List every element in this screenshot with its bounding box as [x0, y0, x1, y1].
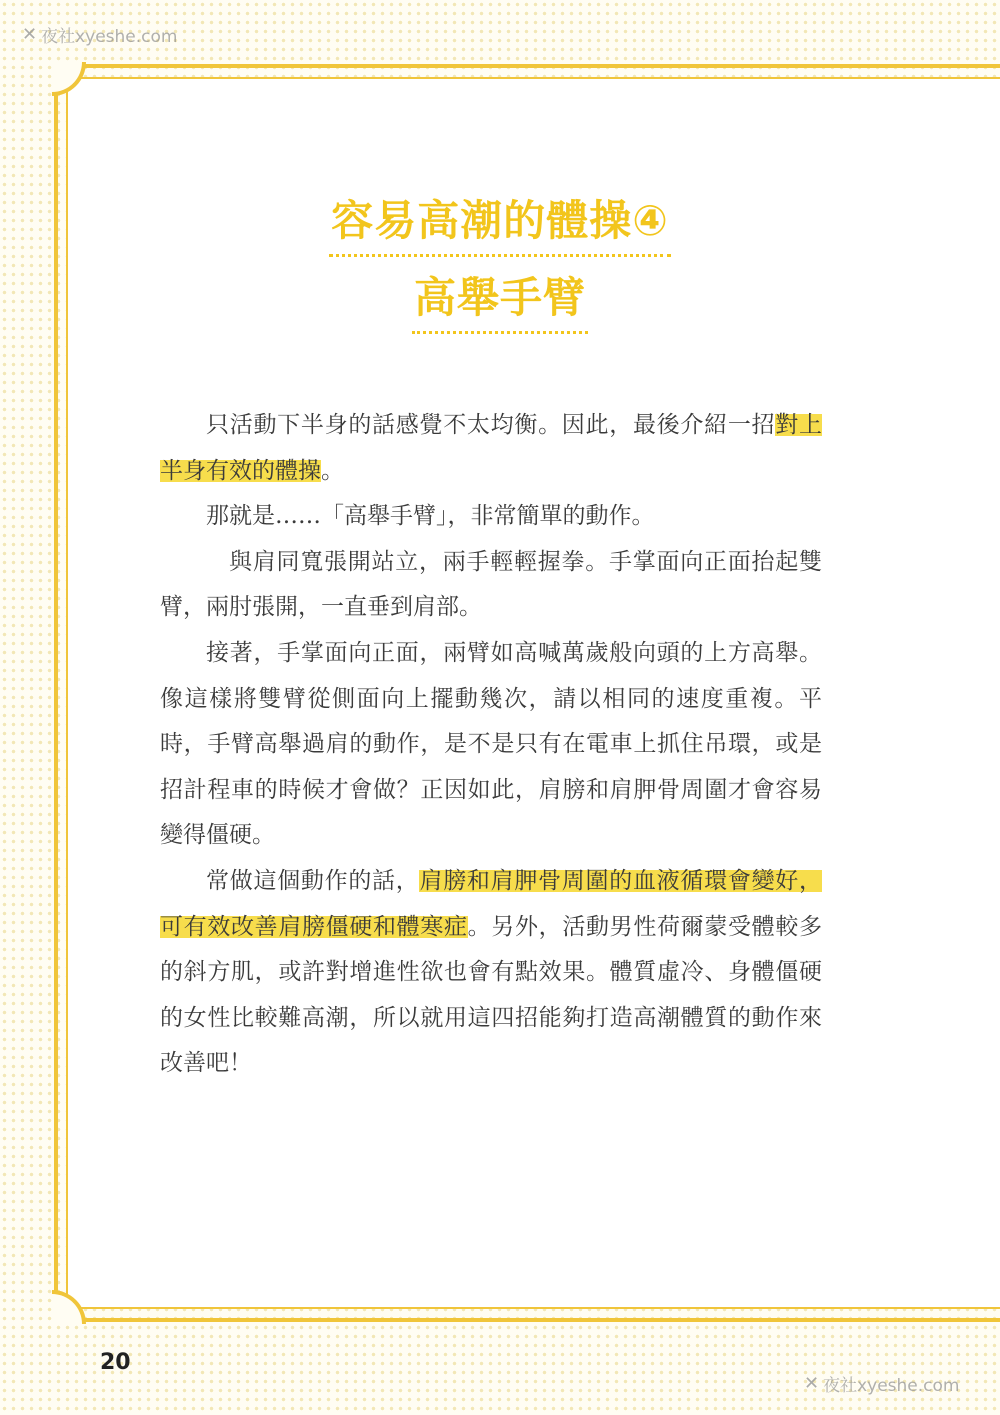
- paragraph-4: [160, 631, 822, 859]
- body-text: [160, 403, 822, 1087]
- highlighted-text: 肩膀和肩胛骨周圍的血液循環會變好，可有效改善肩膀僵硬和體寒症: [160, 867, 823, 940]
- paragraph-text: 。另外，活動男性荷爾蒙受體較多的斜方肌，或許對增進性欲也會有點效果。體質虛冷、身體僵硬的女性比較難高潮，所以就用這四招能夠打造高潮體質的動作來改善吧！: [160, 913, 823, 1077]
- highlighted-text: 對上半身有效的體操: [160, 412, 823, 484]
- paragraph-5: [160, 859, 822, 1087]
- paragraph-text: 。: [321, 457, 344, 484]
- paragraph-text: 與肩同寬張開站立，兩手輕輕握拳。手掌面向正面抬起雙臂，兩肘張開，一直垂到肩部。: [160, 548, 822, 621]
- x-logo-icon: ✕: [804, 1373, 820, 1394]
- watermark-bottom: [804, 1371, 959, 1396]
- paragraph-text: 常做這個動作的話，: [206, 867, 420, 894]
- title-text-1: 容易高潮的體操④: [329, 188, 671, 257]
- paragraph-text: 那就是……「高舉手臂」，非常簡單的動作。: [206, 503, 655, 530]
- paragraph-text: 接著，手掌面向正面，兩臂如高喊萬歲般向頭的上方高舉。像這樣將雙臂從側面向上擺動幾次，請以相同的速度重複。平時，手臂高舉過肩的動作，是不是只有在電車上抓住吊環，或是招計程車的時候才會做？正因如此，肩膀和肩胛骨周圍才會容易變得僵硬。: [160, 639, 822, 849]
- title-text-2: 高舉手臂: [412, 265, 588, 334]
- paragraph-1: [160, 403, 822, 494]
- title-line-2: [0, 265, 1000, 334]
- paragraph-text: 只活動下半身的話感覺不太均衡。因此，最後介紹一招: [206, 412, 776, 438]
- page-number: 20: [100, 1350, 131, 1375]
- paragraph-3: [160, 540, 822, 631]
- watermark-text: 夜社xyeshe.com: [41, 27, 178, 47]
- x-logo-icon: ✕: [22, 24, 38, 45]
- title-line-1: [0, 188, 1000, 257]
- watermark-top: [22, 22, 177, 47]
- watermark-text: 夜社xyeshe.com: [823, 1376, 960, 1396]
- paragraph-2: [160, 494, 822, 540]
